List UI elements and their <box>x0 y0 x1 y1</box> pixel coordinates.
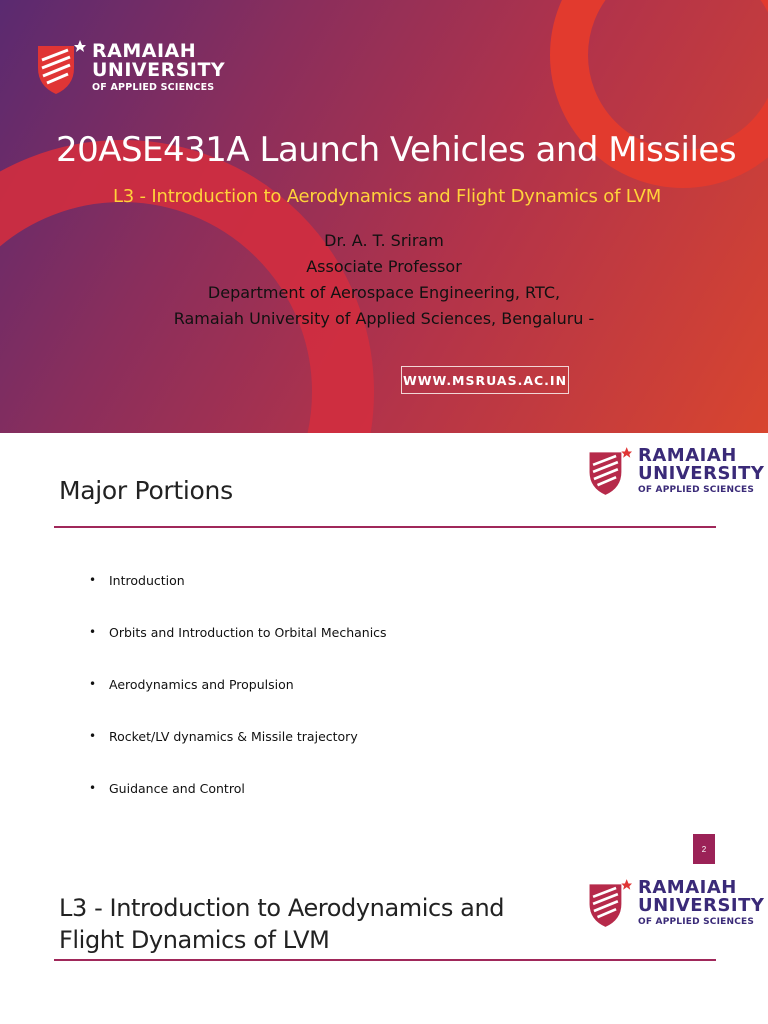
bullet-text: Aerodynamics and Propulsion <box>109 677 294 692</box>
author-institution: Ramaiah University of Applied Sciences, Bengaluru - <box>173 309 595 328</box>
list-item <box>89 677 387 729</box>
bullet-icon: • <box>89 781 97 795</box>
author-designation: Associate Professor <box>306 257 462 276</box>
list-item <box>89 625 387 677</box>
bullet-text: Introduction <box>109 573 185 588</box>
ramaiah-shield-icon <box>586 877 632 929</box>
logo-text-line1: RAMAIAH <box>92 39 197 62</box>
bullet-list <box>89 573 387 833</box>
logo-text-line2: UNIVERSITY <box>638 895 765 916</box>
bullet-text: Orbits and Introduction to Orbital Mechanics <box>109 625 387 640</box>
logo-text-line3: OF APPLIED SCIENCES <box>638 917 755 927</box>
slide-title: Major Portions <box>59 476 233 505</box>
university-logo <box>34 38 225 96</box>
author-department: Department of Aerospace Engineering, RTC, <box>207 283 561 302</box>
bullet-icon: • <box>89 677 97 691</box>
author-block <box>0 228 768 332</box>
bullet-icon: • <box>89 625 97 639</box>
university-logo <box>586 877 764 929</box>
lecture-title-slide <box>0 866 768 1024</box>
logo-text-line2: UNIVERSITY <box>638 463 765 484</box>
list-item <box>89 573 387 625</box>
slide-title: L3 - Introduction to Aerodynamics and Flight Dynamics of LVM <box>59 894 505 954</box>
bullet-text: Guidance and Control <box>109 781 245 796</box>
logo-text-line1: RAMAIAH <box>638 445 737 466</box>
list-item <box>89 781 387 833</box>
title-divider <box>54 526 716 528</box>
university-logo <box>586 445 764 497</box>
course-title: 20ASE431A Launch Vehicles and Missiles <box>55 130 737 170</box>
ramaiah-shield-icon <box>586 445 632 497</box>
website-link[interactable]: WWW.MSRUAS.AC.IN <box>401 366 569 394</box>
bullet-icon: • <box>89 729 97 743</box>
list-item <box>89 729 387 781</box>
bullet-icon: • <box>89 573 97 587</box>
lecture-subtitle: L3 - Introduction to Aerodynamics and Flight Dynamics of LVM <box>112 186 662 207</box>
page-number-badge: 2 <box>693 834 715 864</box>
major-portions-slide <box>0 433 768 865</box>
logo-text-line2: UNIVERSITY <box>92 58 226 81</box>
logo-text-line1: RAMAIAH <box>638 877 737 898</box>
author-name: Dr. A. T. Sriram <box>324 231 444 250</box>
logo-text-line3: OF APPLIED SCIENCES <box>638 485 755 495</box>
title-slide <box>0 0 768 433</box>
ramaiah-shield-icon <box>34 38 86 96</box>
logo-text-line3: OF APPLIED SCIENCES <box>92 81 215 93</box>
title-divider <box>54 959 716 961</box>
bullet-text: Rocket/LV dynamics & Missile trajectory <box>109 729 358 744</box>
